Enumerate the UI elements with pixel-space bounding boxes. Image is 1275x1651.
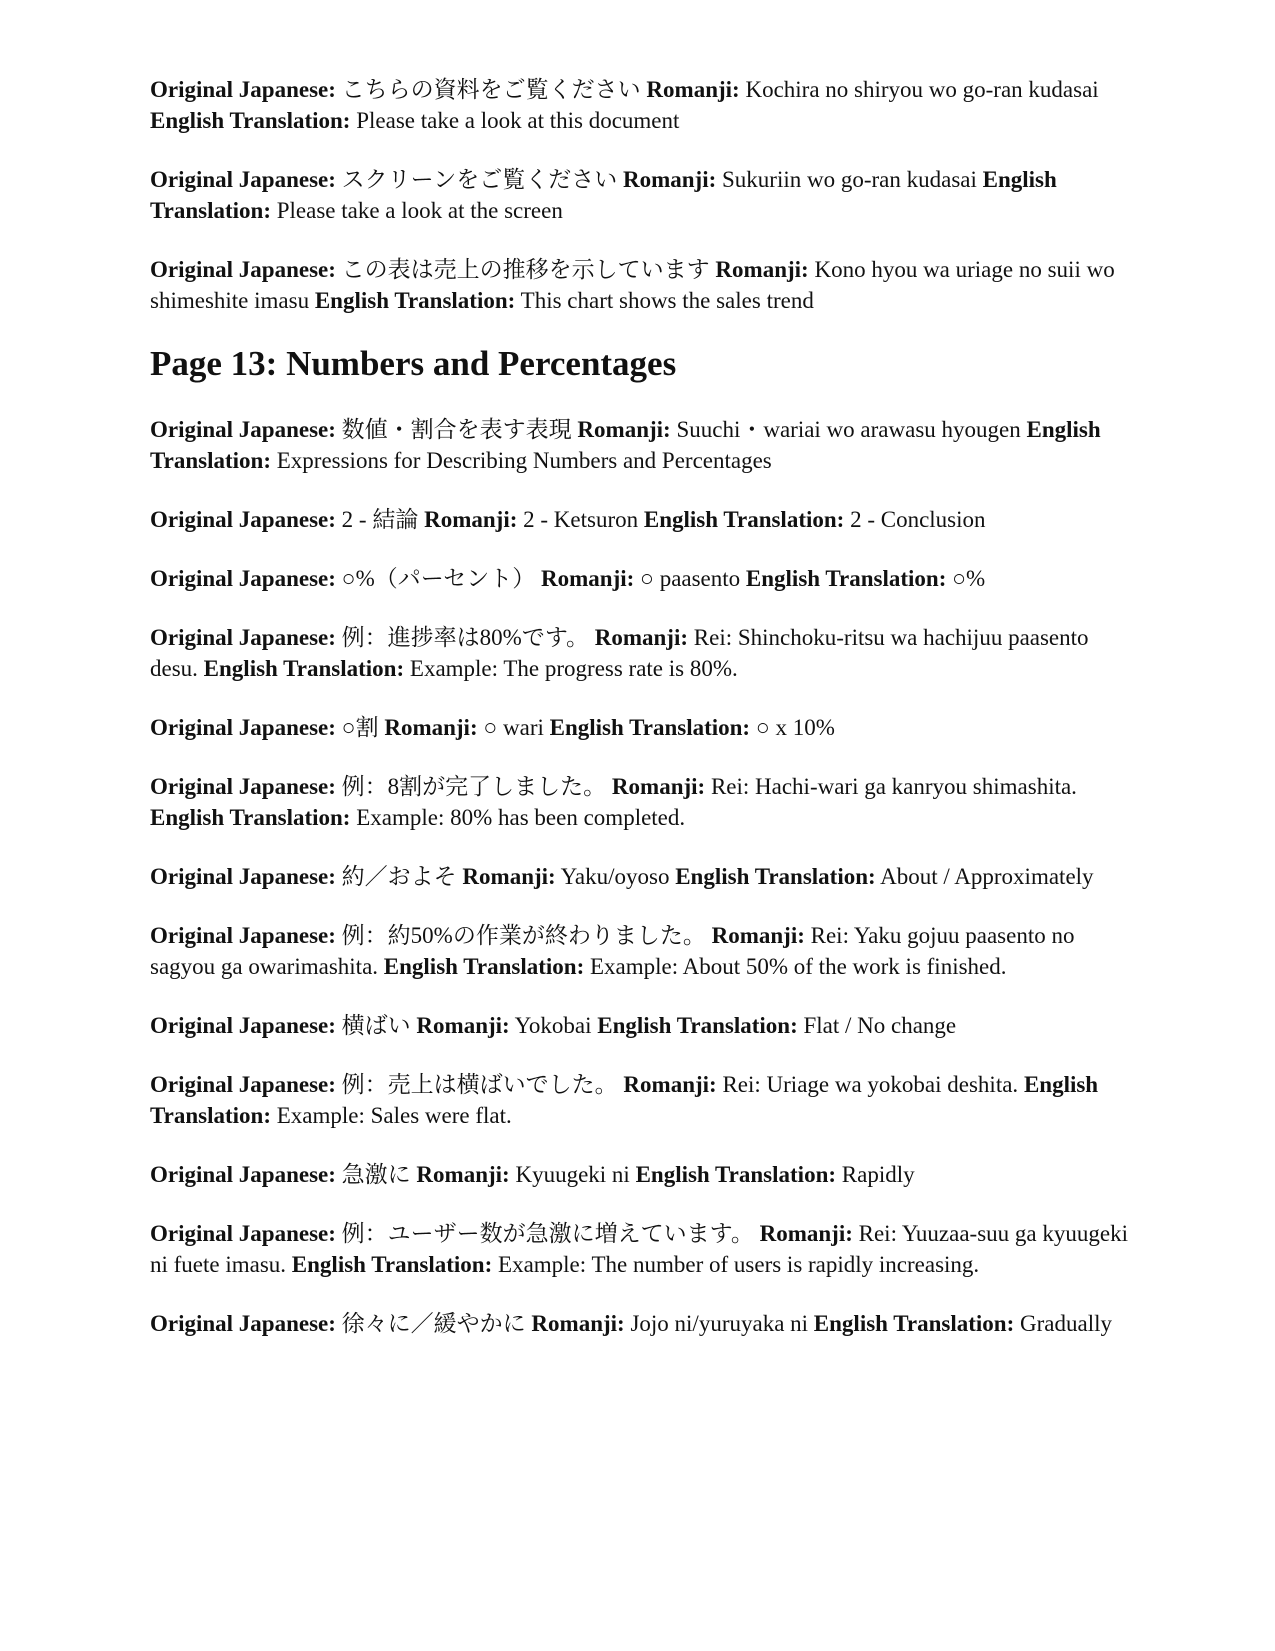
translation-entry [150,563,1130,594]
romanji-text: Rei: Hachi-wari ga kanryou shimashita. [710,774,1077,799]
section-heading: Page 13: Numbers and Percentages [150,344,677,383]
english-label: English Translation: [150,167,1057,223]
romanji-text: Yaku/oyoso [560,864,670,889]
japanese-text: 例：ユーザー数が急激に増えています。 [341,1221,754,1246]
english-text: Gradually [1020,1311,1112,1336]
romanji-text: Jojo ni/yuruyaka ni [630,1311,809,1336]
translation-entry [150,74,1130,136]
japanese-text: ○%（パーセント） [341,566,536,591]
japanese-label: Original Japanese: [150,167,336,192]
english-text: Example: The progress rate is 80%. [409,656,738,681]
japanese-label: Original Japanese: [150,864,336,889]
japanese-label: Original Japanese: [150,715,336,740]
japanese-text: ○割 [341,715,379,740]
romanji-label: Romanji: [711,923,805,948]
romanji-text: 2 - Ketsuron [523,507,639,532]
japanese-label: Original Japanese: [150,923,336,948]
romanji-label: Romanji: [577,417,671,442]
romanji-label: Romanji: [541,566,635,591]
romanji-text: Kyuugeki ni [515,1162,630,1187]
translation-entry [150,1010,1130,1041]
english-label: English Translation: [203,656,405,681]
japanese-label: Original Japanese: [150,77,336,102]
romanji-label: Romanji: [462,864,556,889]
romanji-text: Yokobai [514,1013,592,1038]
romanji-label: Romanji: [594,625,689,650]
romanji-label: Romanji: [424,507,518,532]
romanji-text: Kono hyou wa uriage no suii wo shimeshite imasu [150,257,1115,313]
romanji-text: ○ wari [483,715,544,740]
english-label: English Translation: [597,1013,798,1038]
translation-entry [150,1159,1130,1190]
japanese-label: Original Japanese: [150,417,336,442]
translation-entry [150,504,1130,535]
english-label: English Translation: [643,507,845,532]
translation-entry [150,771,1130,833]
romanji-text: ○ paasento [640,566,741,591]
japanese-text: 横ばい [341,1013,411,1038]
english-text: Example: The number of users is rapidly increasing. [498,1252,980,1277]
english-label: English Translation: [383,954,585,979]
romanji-label: Romanji: [759,1221,853,1246]
romanji-label: Romanji: [623,1072,717,1097]
japanese-text: 約／およそ [341,864,457,889]
english-text: Please take a look at this document [356,108,680,133]
english-text: ○% [952,566,986,591]
romanji-text: Rei: Yaku gojuu paasento no sagyou ga owarimashita. [150,923,1075,979]
english-text: Example: Sales were flat. [276,1103,512,1128]
japanese-text: こちらの資料をご覧ください [341,77,641,102]
entry-list-section [150,414,1130,1339]
english-label: English Translation: [745,566,947,591]
english-text: 2 - Conclusion [850,507,986,532]
romanji-label: Romanji: [715,257,809,282]
japanese-text: 数値・割合を表す表現 [341,417,572,442]
english-text: Please take a look at the screen [276,198,563,223]
romanji-label: Romanji: [416,1013,510,1038]
english-label: English Translation: [813,1311,1015,1336]
translation-entry [150,861,1130,892]
document-page [150,74,1130,1367]
english-label: English Translation: [150,805,351,830]
english-text: Expressions for Describing Numbers and Percentages [276,448,772,473]
japanese-label: Original Japanese: [150,774,336,799]
english-text: Example: About 50% of the work is finished. [590,954,1007,979]
japanese-text: 例：約50%の作業が終わりました。 [341,923,706,948]
english-label: English Translation: [150,108,351,133]
japanese-label: Original Japanese: [150,1221,336,1246]
translation-entry [150,1069,1130,1131]
english-text: Example: 80% has been completed. [356,805,686,830]
japanese-label: Original Japanese: [150,566,336,591]
romanji-text: Sukuriin wo go-ran kudasai [722,167,977,192]
translation-entry [150,920,1130,982]
romanji-label: Romanji: [646,77,740,102]
english-text: This chart shows the sales trend [520,288,814,313]
english-label: English Translation: [150,1072,1099,1128]
romanji-label: Romanji: [622,167,717,192]
japanese-text: 徐々に／緩やかに [341,1311,526,1336]
translation-entry [150,1218,1130,1280]
japanese-text: 2 - 結論 [341,507,419,532]
romanji-text: Kochira no shiryou wo go-ran kudasai [745,77,1099,102]
english-text: Flat / No change [803,1013,957,1038]
english-text: Rapidly [841,1162,915,1187]
english-label: English Translation: [635,1162,837,1187]
japanese-label: Original Japanese: [150,1013,336,1038]
japanese-label: Original Japanese: [150,507,336,532]
english-label: English Translation: [675,864,876,889]
japanese-label: Original Japanese: [150,625,336,650]
japanese-text: この表は売上の推移を示しています [341,257,710,282]
romanji-label: Romanji: [611,774,706,799]
japanese-text: スクリーンをご覧ください [341,167,618,192]
japanese-text: 急激に [341,1162,411,1187]
romanji-label: Romanji: [416,1162,510,1187]
english-text: About / Approximately [880,864,1094,889]
romanji-text: Rei: Uriage wa yokobai deshita. [722,1072,1019,1097]
japanese-label: Original Japanese: [150,257,336,282]
japanese-label: Original Japanese: [150,1311,336,1336]
translation-entry [150,622,1130,684]
romanji-label: Romanji: [384,715,478,740]
romanji-text: Rei: Shinchoku-ritsu wa hachijuu paasento desu. [150,625,1089,681]
english-label: English Translation: [150,417,1101,473]
japanese-text: 例：進捗率は80%です。 [341,625,589,650]
japanese-text: 例：8割が完了しました。 [341,774,607,799]
japanese-label: Original Japanese: [150,1162,336,1187]
romanji-text: Suuchi・wariai wo arawasu hyougen [676,417,1021,442]
translation-entry [150,1308,1130,1339]
romanji-text: Rei: Yuuzaa-suu ga kyuugeki ni fuete imasu. [150,1221,1128,1277]
entry-list-top [150,74,1130,316]
japanese-label: Original Japanese: [150,1072,336,1097]
english-label: English Translation: [291,1252,493,1277]
english-text: ○ x 10% [755,715,835,740]
translation-entry [150,712,1130,743]
japanese-text: 例：売上は横ばいでした。 [341,1072,618,1097]
translation-entry [150,414,1130,476]
english-label: English Translation: [314,288,516,313]
romanji-label: Romanji: [531,1311,625,1336]
translation-entry [150,254,1130,316]
english-label: English Translation: [549,715,751,740]
translation-entry [150,164,1130,226]
